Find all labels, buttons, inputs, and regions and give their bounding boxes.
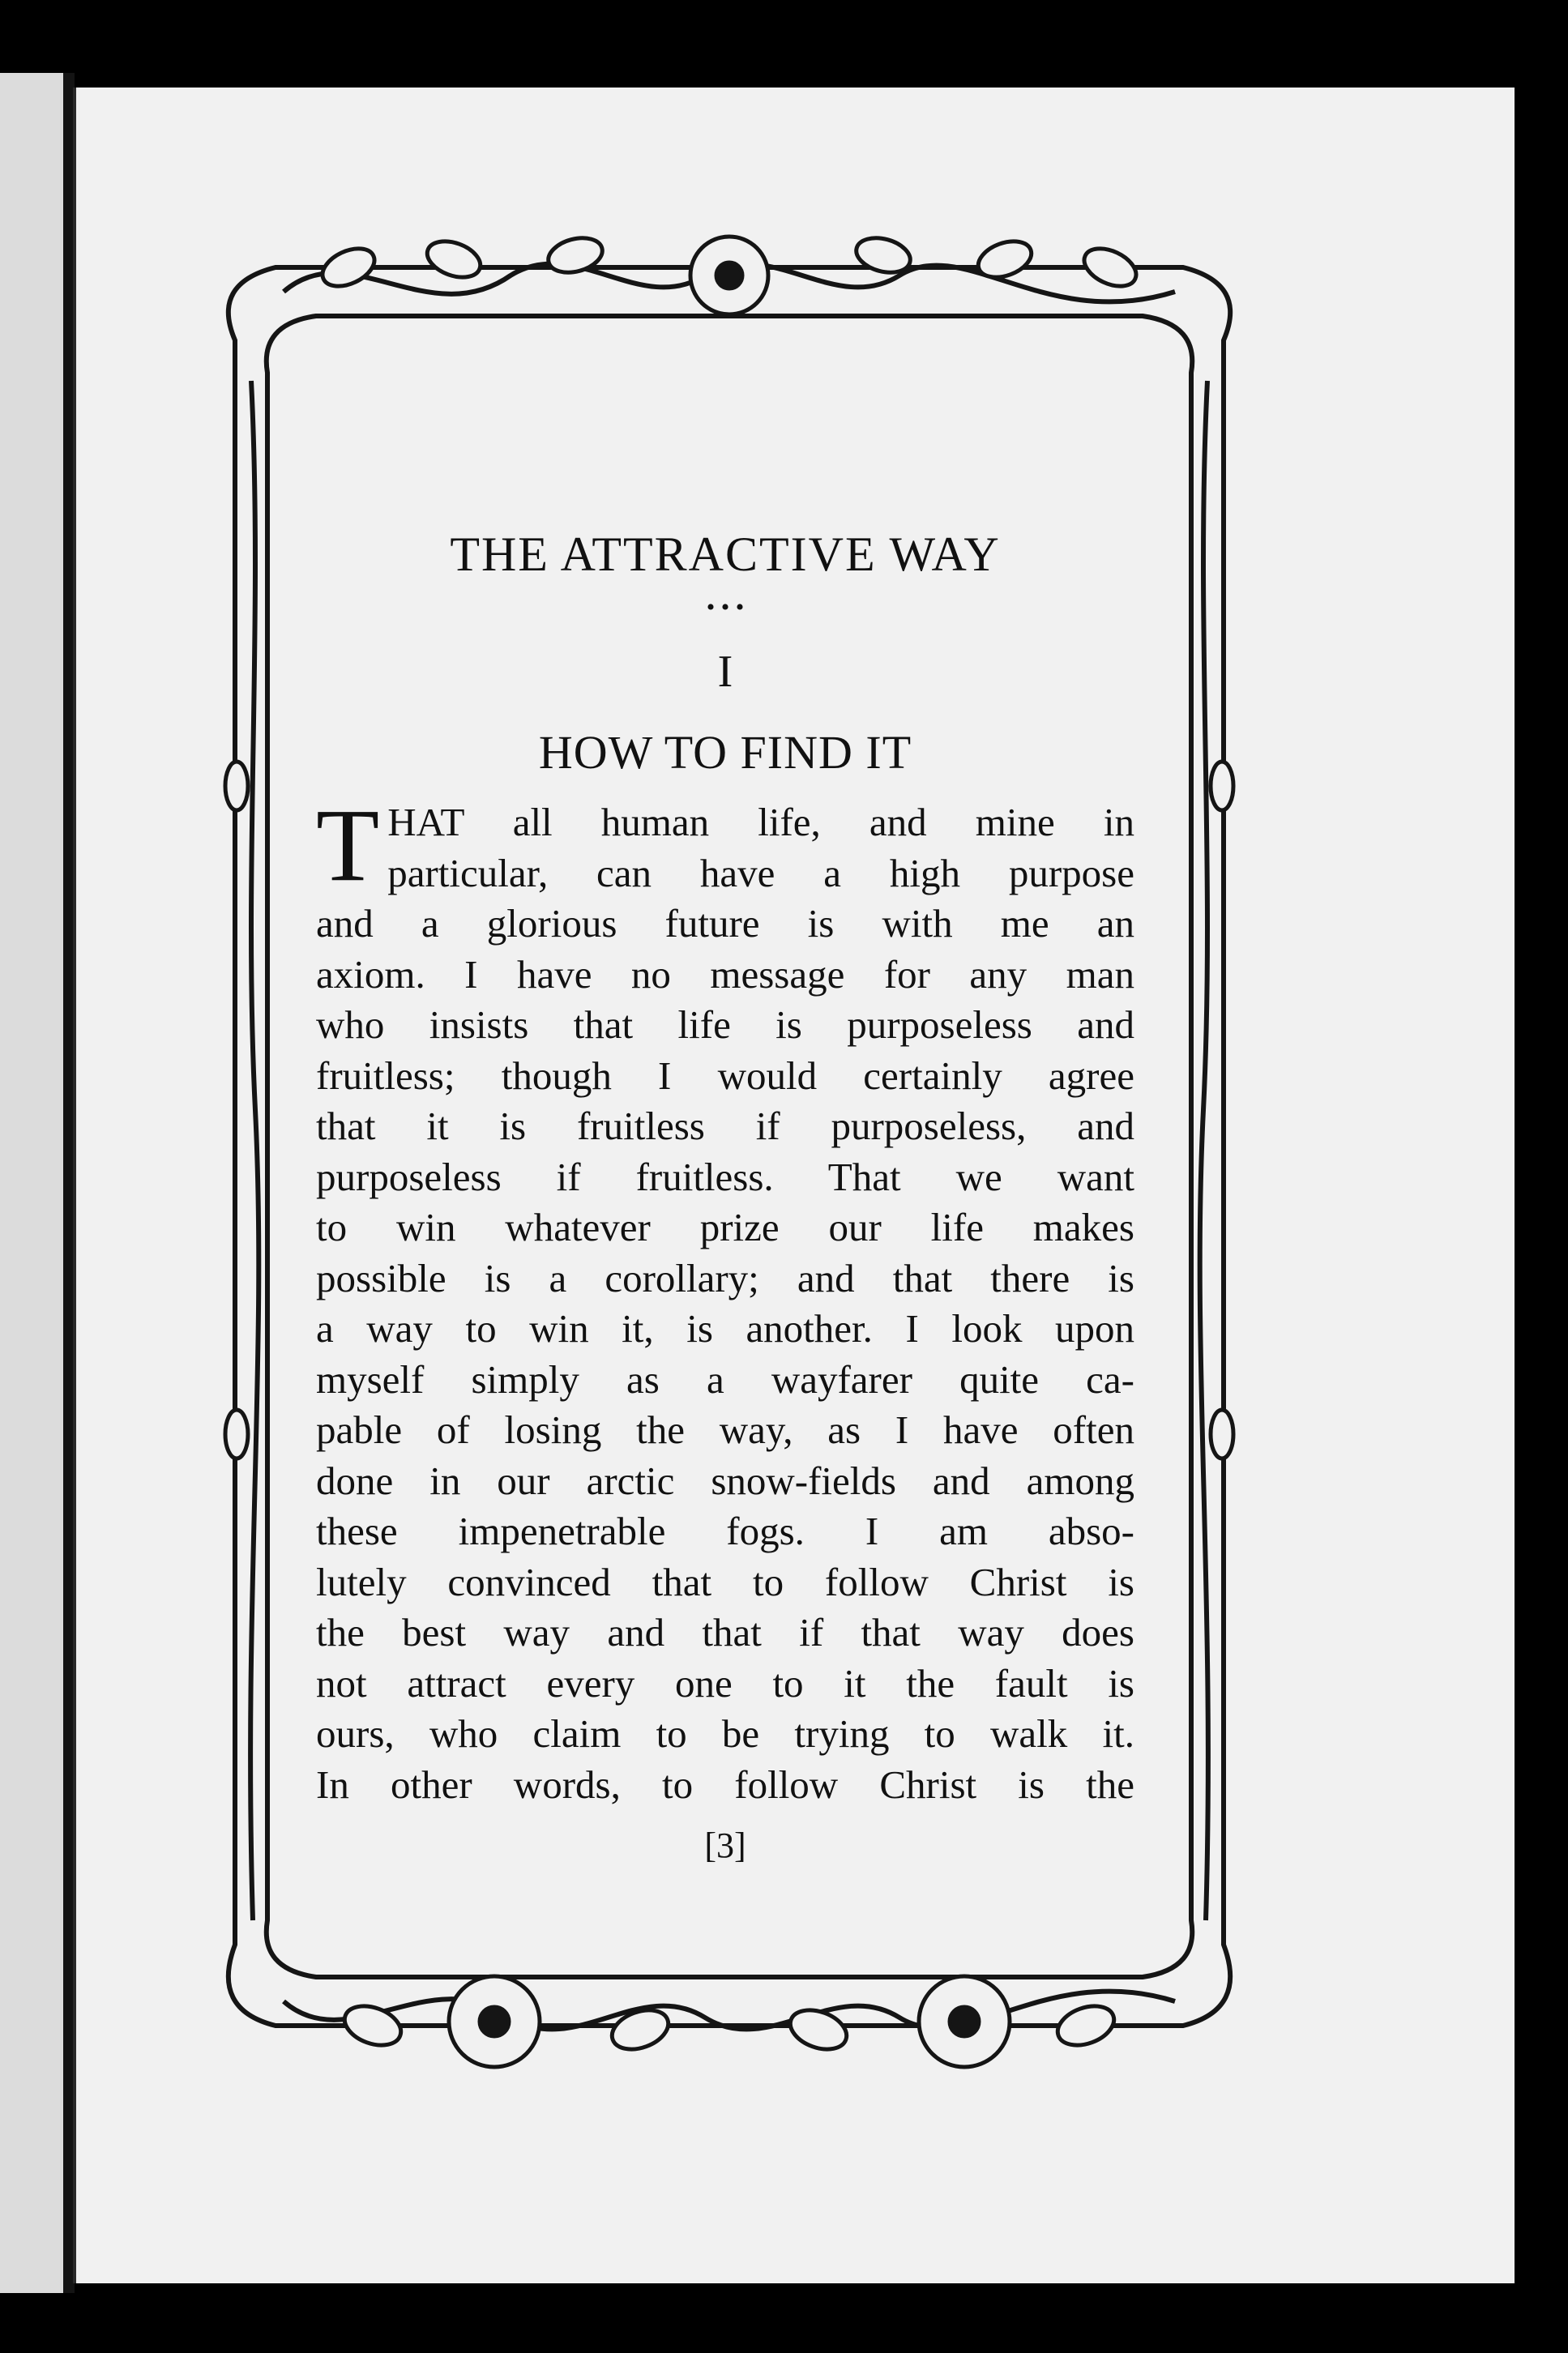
page-number: [3] xyxy=(704,1826,746,1865)
body-line: fruitless; though I would certainly agree xyxy=(316,1053,1134,1098)
body-line: not attract every one to it the fault is xyxy=(316,1660,1134,1706)
body-line: who insists that life is purposeless and xyxy=(316,1002,1134,1047)
chapter-number: I xyxy=(717,647,733,697)
ornament-dots: • • • xyxy=(706,594,745,621)
body-line: possible is a corollary; and that there is xyxy=(316,1255,1134,1300)
body-line: to win whatever prize our life makes xyxy=(316,1205,1134,1249)
body-line: the best way and that if that way does xyxy=(316,1610,1134,1655)
book-title: THE ATTRACTIVE WAY xyxy=(450,527,1001,581)
body-line: HAT all human life, and mine in xyxy=(387,800,1134,844)
body-line: In other words, to follow Christ is the xyxy=(316,1762,1134,1807)
body-line: pable of losing the way, as I have often xyxy=(316,1407,1134,1452)
facing-page-edge xyxy=(0,73,63,2293)
body-line: axiom. I have no message for any man xyxy=(316,951,1134,997)
body-line: lutely convinced that to follow Christ is xyxy=(316,1559,1134,1604)
page-text xyxy=(316,527,1134,1866)
body-line: purposeless if fruitless. That we want xyxy=(316,1154,1134,1199)
body-line: a way to win it, is another. I look upon xyxy=(316,1306,1134,1351)
body-line: and a glorious future is with me an xyxy=(316,901,1134,946)
body-line: ours, who claim to be trying to walk it. xyxy=(316,1711,1134,1756)
body-line: these impenetrable fogs. I am abso- xyxy=(316,1509,1134,1553)
chapter-body xyxy=(316,788,1134,1810)
chapter-title: HOW TO FIND IT xyxy=(538,726,912,779)
body-line: that it is fruitless if purposeless, and xyxy=(316,1104,1134,1148)
body-line: done in our arctic snow-fields and among xyxy=(316,1458,1134,1503)
body-line: myself simply as a wayfarer quite ca- xyxy=(316,1356,1134,1402)
body-line: particular, can have a high purpose xyxy=(387,850,1134,895)
drop-cap: T xyxy=(316,788,380,903)
opening-paragraph xyxy=(316,788,1134,903)
